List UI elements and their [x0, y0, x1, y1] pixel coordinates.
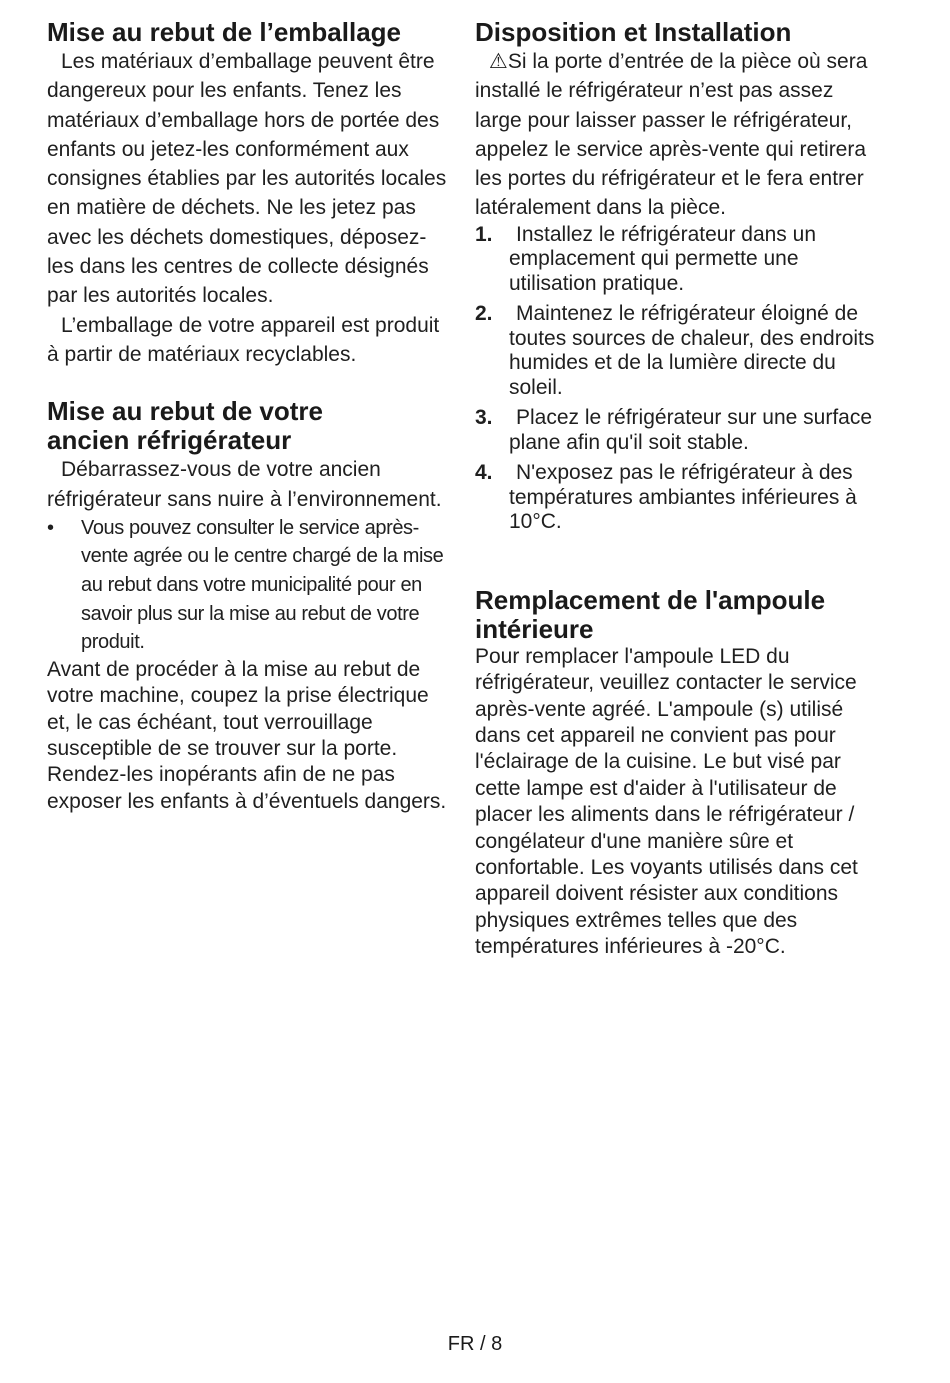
- old-fridge-title-line2: ancien réfrigérateur: [47, 425, 292, 456]
- installation-intro: [475, 47, 875, 223]
- step-number: 4.: [475, 461, 493, 485]
- old-fridge-bullet-list: [47, 514, 452, 657]
- step-number: 1.: [475, 222, 493, 246]
- old-fridge-paragraph-1: Débarrassez-vous de votre ancien réfrigérateur sans nuire à l’environnement.: [47, 458, 442, 511]
- bullet-icon: •: [47, 516, 54, 539]
- installation-title: Disposition et Installation: [475, 17, 792, 47]
- installation-steps: [475, 223, 875, 535]
- step-number: 3.: [475, 406, 493, 430]
- old-fridge-paragraph-2: Avant de procéder à la mise au rebut de votre machine, coupez la prise électrique et, le cas échéant, tout verrouillage susceptible de se trouver sur la porte. Rendez-les inopérants afin de ne pas exposer les enfants à d’éventuels dangers.: [47, 657, 447, 813]
- old-fridge-title: [47, 397, 452, 455]
- installation-section: [475, 18, 875, 535]
- list-item: [475, 223, 875, 297]
- left-column: [47, 18, 452, 815]
- list-item: [475, 461, 875, 535]
- step-text: N'exposez pas le réfrigérateur à des températures ambiantes inférieures à 10°C.: [509, 461, 857, 534]
- packaging-title: Mise au rebut de l’emballage: [47, 17, 401, 47]
- list-item: [47, 514, 452, 657]
- step-number: 2.: [475, 302, 493, 326]
- lamp-paragraph: Pour remplacer l'ampoule LED du réfrigérateur, veuillez contacter le service après-vente agréé. L'ampoule (s) utilisé dans cet appareil ne convient pas pour l'éclairage de la cuisine. Le but visé par cette lampe est d'aider à l'utilisateur de placer les aliments dans le réfrigérateur / congélateur d'une manière sûre et confortable. Les voyants utilisés dans cet appareil doivent résister aux conditions physiques extrêmes telles que des températures inférieures à -20°C.: [475, 644, 858, 959]
- lamp-title: [475, 586, 875, 644]
- old-fridge-title-line1: Mise au rebut de votre: [47, 396, 323, 427]
- lamp-section: [475, 586, 875, 961]
- step-text: Maintenez le réfrigérateur éloigné de toutes sources de chaleur, des endroits humides et de la lumière directe du soleil.: [509, 302, 875, 399]
- lamp-title-line1: Remplacement de l'ampoule: [475, 584, 826, 615]
- old-fridge-section: [47, 397, 452, 815]
- lamp-title-line2: intérieure: [475, 613, 594, 644]
- page-number: FR / 8: [447, 1333, 503, 1355]
- step-text: Installez le réfrigérateur dans un emplacement qui permette une utilisation pratique.: [509, 222, 816, 295]
- packaging-paragraph-2: L’emballage de votre appareil est produit à partir de matériaux recyclables.: [47, 313, 440, 366]
- bullet-text: Vous pouvez consulter le service après-vente agrée ou le centre chargé de la mise au rebut dans votre municipalité pour en savoir plus sur la mise au rebut de votre produit.: [81, 516, 444, 654]
- list-item: [475, 406, 875, 455]
- installation-intro-text: Si la porte d’entrée de la pièce où sera installé le réfrigérateur n’est pas assez large pour laisser passer le réfrigérateur, appelez le service après-vente qui retirera les portes du réfrigérateur et le fera entrer latéralement dans la pièce.: [475, 50, 868, 220]
- list-item: [475, 302, 875, 400]
- right-column: [475, 18, 875, 961]
- packaging-section: [47, 18, 452, 369]
- warning-icon: ⚠: [489, 50, 508, 73]
- step-text: Placez le réfrigérateur sur une surface plane afin qu'il soit stable.: [509, 406, 873, 454]
- packaging-paragraph-1: Les matériaux d’emballage peuvent être dangereux pour les enfants. Tenez les matériaux d’emballage hors de portée des enfants ou jetez-les conformément aux consignes établies par les autorités locales en matière de déchets. Ne les jetez pas avec les déchets domestiques, déposez-les dans les centres de collecte désignés par les autorités locales.: [47, 50, 447, 308]
